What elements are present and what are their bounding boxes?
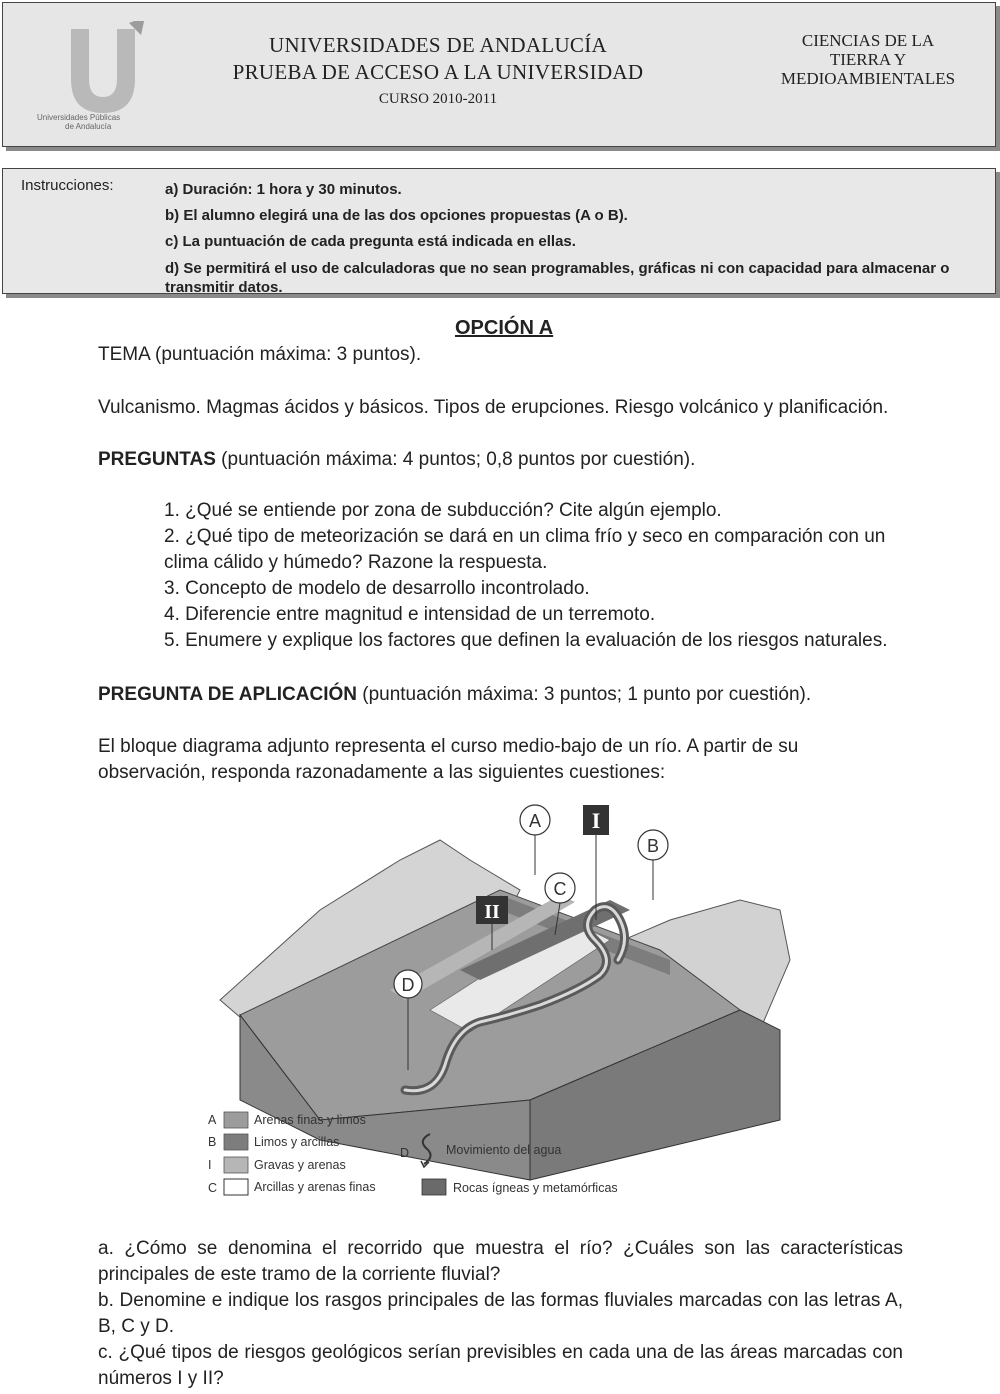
instruction-item: a) Duración: 1 hora y 30 minutos. [165,181,402,198]
svg-text:D: D [401,975,415,995]
subject-name: CIENCIAS DE LA TIERRA Y MEDIOAMBIENTALES [780,31,956,88]
svg-text:C: C [553,879,567,899]
marker-b [638,830,668,900]
preguntas-list [164,498,894,654]
exam-title [203,33,673,108]
svg-text:D: D [400,1146,410,1160]
instruction-item: b) El alumno elegirá una de las dos opciones propuestas (A o B). [165,207,628,224]
tema-label: TEMA [98,344,150,365]
question-item: 3. Concepto de modelo de desarrollo incontrolado. [164,578,590,599]
marker-a [520,805,550,875]
aplicacion-score: (puntuación máxima: 3 puntos; 1 punto por cuestión). [356,684,812,705]
instruction-item: c) La puntuación de cada pregunta está indicada en ellas. [165,233,576,250]
instructions-list [165,177,985,297]
tema-score: (puntuación máxima: 3 puntos). [149,344,422,365]
svg-text:A: A [208,1113,217,1127]
question-item: 5. Enumere y explique los factores que definen la evaluación de los riesgos naturales. [164,630,888,651]
tema-heading [98,342,908,368]
preguntas-score: (puntuación máxima: 4 puntos; 0,8 puntos por cuestión). [215,449,696,470]
logo-caption: Universidades Públicas de Andalucía [37,113,121,131]
application-question-a: a. ¿Cómo se denomina el recorrido que muestra el río? ¿Cuáles son las características principales de este tramo de la corriente fluvial? [98,1238,903,1285]
svg-text:A: A [528,811,542,831]
instructions-box [2,168,996,294]
svg-text:B: B [646,836,660,856]
svg-text:C: C [208,1181,218,1195]
question-item: 4. Diferencie entre magnitud e intensidad de un terremoto. [164,604,656,625]
legend-c: Arcillas y arenas finas [254,1180,376,1194]
option-title: OPCIÓN A [455,317,554,339]
legend-i: Gravas y arenas [254,1158,346,1172]
exam-header [2,2,996,147]
course-year: CURSO 2010-2011 [378,91,498,107]
title-line-1: UNIVERSIDADES DE ANDALUCÍA [269,33,607,57]
aplicacion-heading [98,682,908,708]
preguntas-label: PREGUNTAS [98,449,216,470]
legend-b: Limos y arcillas [254,1135,340,1149]
legend-d: Movimiento del agua [446,1143,562,1157]
instruction-item: d) Se permitirá el uso de calculadoras que no sean programables, gráficas ni con capacidad para almacenar o transmitir datos. [165,260,950,296]
svg-text:B: B [208,1135,217,1149]
instructions-label: Instrucciones: [21,177,114,194]
legend-rock: Rocas ígneas y metamórficas [453,1181,618,1195]
tema-text: Vulcanismo. Magmas ácidos y básicos. Tipos de erupciones. Riesgo volcánico y planificación. [98,397,889,418]
application-question-c: c. ¿Qué tipos de riesgos geológicos serían previsibles en cada una de las áreas marcadas con números I y II? [98,1342,903,1389]
question-item: 2. ¿Qué tipo de meteorización se dará en un clima frío y seco en comparación con un clima cálido y húmedo? Razone la respuesta. [164,526,886,573]
aplicacion-intro: El bloque diagrama adjunto representa el curso medio-bajo de un río. A partir de su observación, responda razonadamente a las siguientes cuestiones: [98,736,799,783]
preguntas-heading [98,447,908,473]
svg-text:II: II [484,901,500,923]
aplicacion-label: PREGUNTA DE APLICACIÓN [98,684,357,705]
legend-a: Arenas finas y limos [254,1113,366,1127]
question-item: 1. ¿Qué se entiende por zona de subducción? Cite algún ejemplo. [164,500,722,521]
river-block-diagram [200,800,800,1210]
svg-text:I: I [208,1158,212,1172]
application-question-b: b. Denomine e indique los rasgos principales de las formas fluviales marcadas con las letras A, B, C y D. [98,1290,903,1337]
svg-text:I: I [591,808,601,833]
title-line-2: PRUEBA DE ACCESO A LA UNIVERSIDAD [232,60,644,84]
